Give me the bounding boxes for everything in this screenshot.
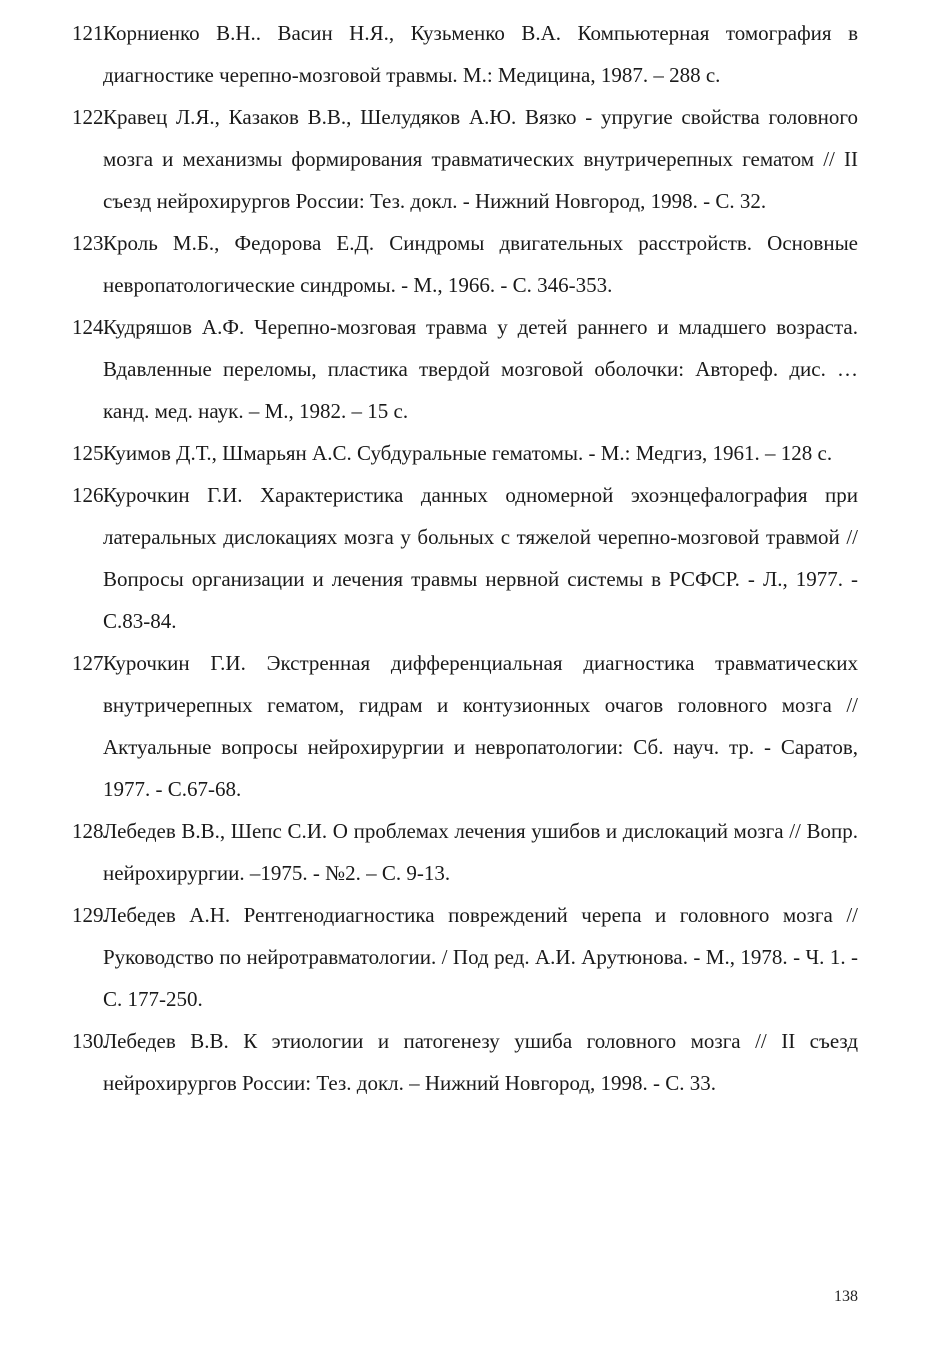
reference-list bbox=[70, 12, 858, 1104]
reference-text: Лебедев В.В., Шепс С.И. О проблемах лечения ушибов и дислокаций мозга // Вопр. нейрохирургии. –1975. - №2. – С. 9-13. bbox=[103, 819, 858, 885]
page-number: 138 bbox=[834, 1288, 858, 1305]
reference-item bbox=[70, 306, 858, 432]
reference-number: 127. bbox=[72, 651, 109, 675]
reference-number: 128. bbox=[72, 819, 109, 843]
reference-number: 125. bbox=[72, 441, 109, 465]
reference-text: Лебедев В.В. К этиологии и патогенезу ушиба головного мозга // II съезд нейрохирургов России: Тез. докл. – Нижний Новгород, 1998. - С. 33. bbox=[103, 1029, 858, 1095]
reference-item bbox=[70, 894, 858, 1020]
reference-item bbox=[70, 810, 858, 894]
reference-number: 129. bbox=[72, 903, 109, 927]
reference-number: 121. bbox=[72, 21, 109, 45]
reference-item bbox=[70, 474, 858, 642]
reference-text: Кравец Л.Я., Казаков В.В., Шелудяков А.Ю. Вязко - упругие свойства головного мозга и механизмы формирования травматических внутричерепных гематом // II съезд нейрохирургов России: Тез. докл. - Нижний Новгород, 1998. - С. 32. bbox=[103, 105, 858, 213]
reference-number: 122. bbox=[72, 105, 109, 129]
reference-item bbox=[70, 96, 858, 222]
reference-text: Курочкин Г.И. Экстренная дифференциальная диагностика травматических внутричерепных гематом, гидрам и контузионных очагов головного мозга // Актуальные вопросы нейрохирургии и невропатологии: Сб. науч. тр. - Саратов, 1977. - С.67-68. bbox=[103, 651, 858, 801]
reference-text: Лебедев А.Н. Рентгенодиагностика повреждений черепа и головного мозга // Руководство по нейротравматологии. / Под ред. А.И. Арутюнова. - М., 1978. - Ч. 1. - С. 177-250. bbox=[103, 903, 858, 1011]
reference-item bbox=[70, 222, 858, 306]
reference-text: Курочкин Г.И. Характеристика данных одномерной эхоэнцефалография при латеральных дислокациях мозга у больных с тяжелой черепно-мозговой травмой // Вопросы организации и лечения травмы нервной системы в РСФСР. - Л., 1977. - С.83-84. bbox=[103, 483, 858, 633]
reference-item bbox=[70, 432, 858, 474]
reference-number: 130. bbox=[72, 1029, 109, 1053]
reference-item bbox=[70, 642, 858, 810]
reference-number: 126. bbox=[72, 483, 109, 507]
reference-number: 123. bbox=[72, 231, 109, 255]
reference-item bbox=[70, 12, 858, 96]
reference-text: Корниенко В.Н.. Васин Н.Я., Кузьменко В.А. Компьютерная томография в диагностике черепно-мозговой травмы. М.: Медицина, 1987. – 288 с. bbox=[103, 21, 858, 87]
reference-text: Кроль М.Б., Федорова Е.Д. Синдромы двигательных расстройств. Основные невропатологические синдромы. - М., 1966. - С. 346-353. bbox=[103, 231, 858, 297]
reference-number: 124. bbox=[72, 315, 109, 339]
reference-item bbox=[70, 1020, 858, 1104]
reference-text: Куимов Д.Т., Шмарьян А.С. Субдуральные гематомы. - М.: Медгиз, 1961. – 128 с. bbox=[103, 441, 833, 465]
reference-text: Кудряшов А.Ф. Черепно-мозговая травма у детей раннего и младшего возраста. Вдавленные переломы, пластика твердой мозговой оболочки: Автореф. дис. … канд. мед. наук. – М., 1982. – 15 с. bbox=[103, 315, 858, 423]
